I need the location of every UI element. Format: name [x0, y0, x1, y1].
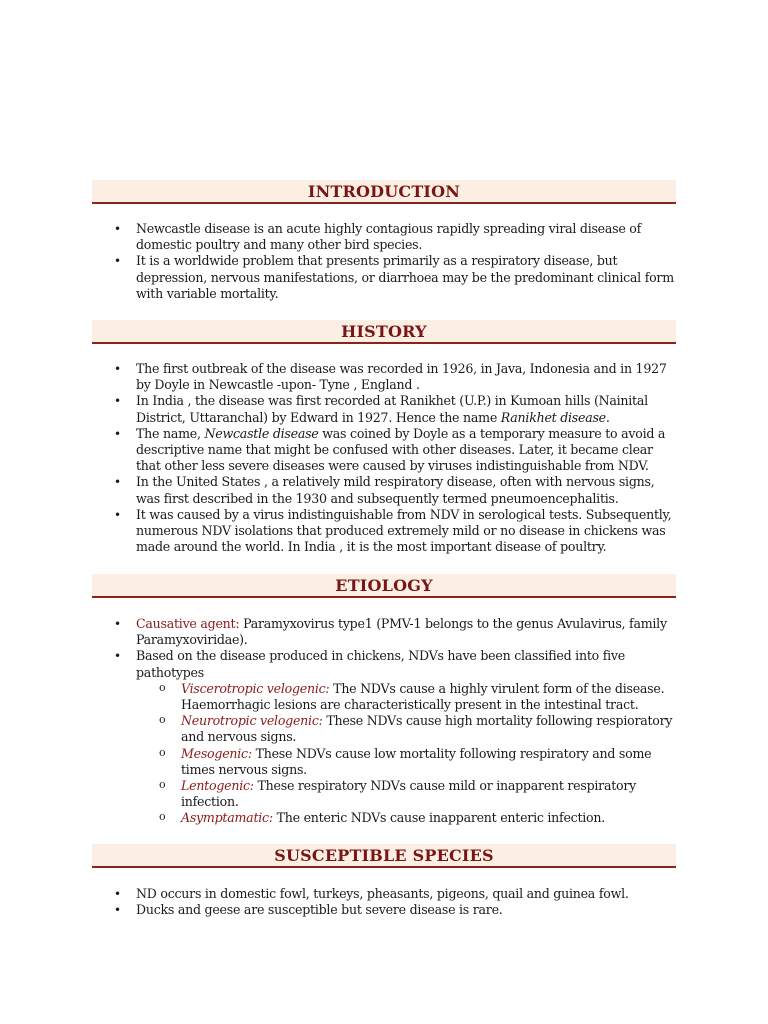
- list-item: • The name, Newcastle disease was coined by Doyle as a temporary measure to avoid a descriptive name that might be confused with other diseases. Later, it became clear that other less severe diseases were caused by viruses indistinguishable from NDV.: [136, 426, 676, 475]
- emphasis: Newcastle disease: [204, 425, 319, 441]
- pathotype-item: o Mesogenic: These NDVs cause low mortality following respiratory and some times nervous signs.: [181, 746, 676, 778]
- history-list: [136, 361, 676, 555]
- list-item: • The first outbreak of the disease was recorded in 1926, in Java, Indonesia and in 1927 by Doyle in Newcastle -upon- Tyne , England .: [136, 361, 676, 393]
- section-heading-introduction: [92, 180, 676, 204]
- list-item: • Causative agent: Paramyxovirus type1 (PMV-1 belongs to the genus Avulavirus, family Paramyxoviridae).: [136, 616, 676, 648]
- list-item: • It was caused by a virus indistinguishable from NDV in serological tests. Subsequently, numerous NDV isolations that produced extremely mild or no disease in chickens was made around the world. In India , it is the most important disease of poultry.: [136, 507, 676, 556]
- list-item: • It is a worldwide problem that presents primarily as a respiratory disease, but depression, nervous manifestations, or diarrhoea may be the predominant clinical form with variable mortality.: [136, 253, 676, 302]
- list-item: • In the United States , a relatively mild respiratory disease, often with nervous signs, was first described in the 1930 and subsequently termed pneumoencephalitis.: [136, 474, 676, 506]
- list-item: • ND occurs in domestic fowl, turkeys, pheasants, pigeons, quail and guinea fowl.: [136, 886, 676, 902]
- list-item: • Based on the disease produced in chickens, NDVs have been classified into five pathotypes o Viscerotropic velogenic: The NDVs cause a highly virulent form of the disease. Haemorrhagic lesions are characteristically present in the intestinal tract. o Neurotropic velogenic: These NDVs cause high mortality following respioratory and nervous signs. o Mesogenic: These NDVs cause low mortality following respiratory and some times nervous signs. o Lentogenic: These respiratory NDVs cause mild or inapparent respiratory infection. o Asymptamatic: The enteric NDVs cause inapparent enteric infection.: [136, 648, 676, 826]
- introduction-list: [136, 221, 676, 302]
- section-title: HISTORY: [341, 321, 427, 341]
- section-heading-susceptible-species: [92, 844, 676, 868]
- list-item: • In India , the disease was first recorded at Ranikhet (U.P.) in Kumoan hills (Nainital District, Uttaranchal) by Edward in 1927. Hence the name Ranikhet disease.: [136, 393, 676, 425]
- pathotype-item: o Neurotropic velogenic: These NDVs cause high mortality following respioratory and nervous signs.: [181, 713, 676, 745]
- section-heading-history: [92, 320, 676, 344]
- section-title: ETIOLOGY: [335, 575, 433, 595]
- etiology-list: [136, 616, 676, 827]
- section-title: INTRODUCTION: [307, 181, 461, 201]
- pathotype-item: o Asymptamatic: The enteric NDVs cause inapparent enteric infection.: [181, 810, 676, 826]
- section-title: SUSCEPTIBLE SPECIES: [274, 845, 494, 865]
- susceptible-species-list: [136, 886, 676, 918]
- pathotype-item: o Lentogenic: These respiratory NDVs cause mild or inapparent respiratory infection.: [181, 778, 676, 810]
- pathotype-list: [136, 681, 676, 827]
- pathotype-item: o Viscerotropic velogenic: The NDVs cause a highly virulent form of the disease. Haemorrhagic lesions are characteristically present in the intestinal tract.: [181, 681, 676, 713]
- list-item: • Newcastle disease is an acute highly contagious rapidly spreading viral disease of domestic poultry and many other bird species.: [136, 221, 676, 253]
- section-heading-etiology: [92, 574, 676, 598]
- list-item: • Ducks and geese are susceptible but severe disease is rare.: [136, 902, 676, 918]
- causative-agent-label: Causative agent:: [136, 616, 240, 631]
- emphasis: Ranikhet disease: [500, 409, 606, 425]
